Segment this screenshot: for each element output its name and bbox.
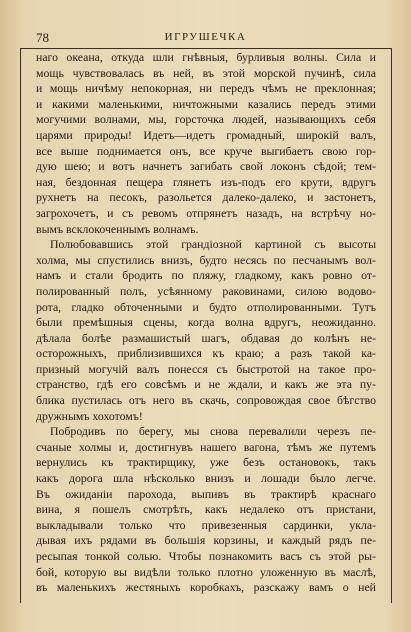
- text-line: ресыпая тонкой солью. Чтобы познакомить васъ съ этой ры-: [36, 549, 376, 563]
- text-line: дѣлала болѣе размашистый шагъ, обдавая до колѣнъ не-: [36, 330, 376, 345]
- text-line: бой, которую вы видѣли только плотно уложенную въ маслѣ,: [36, 564, 376, 579]
- text-line: наго океана, откуда шли гнѣвныя, бурливыя волны. Сила и: [36, 50, 376, 64]
- text-line: какъ дорога шла нѣсколько внизъ и лошади было легче.: [36, 471, 376, 486]
- running-title: ИГРУШЕЧКА: [164, 31, 247, 43]
- text-line: рота, гладко обточенными и будто отполированными. Тутъ: [36, 299, 376, 314]
- text-line: дую шею; и вотъ начнетъ загибать свой локонъ сѣдой; тем-: [36, 159, 376, 174]
- text-line: Въ ожиданіи парохода, выпивъ въ трактирѣ краснаго: [36, 486, 376, 501]
- text-line: дружнымъ хохотомъ!: [36, 408, 143, 423]
- text-line: выкладывали только что привезенныя сардинки, укла-: [36, 517, 376, 532]
- text-line: странство, гдѣ его совсѣмъ и не ждали, и какъ же эта пу-: [36, 377, 376, 392]
- text-line: были премѣшныя сцены, когда волна вдругъ, неожиданно.: [36, 315, 376, 330]
- text-line: все выше поднимается онъ, все круче выгибаетъ свою гор-: [36, 143, 376, 158]
- text-line: царями природы! Идетъ—идетъ громадный, широкій валъ,: [36, 127, 376, 142]
- paragraph-3: [36, 424, 376, 596]
- body-text: [36, 50, 376, 596]
- text-line: осторожныхъ, приблизившихся къ краю; а разъ такой ка-: [36, 346, 376, 361]
- text-line: загрохочетъ, и съ ревомъ отпрянетъ назадъ, на встрѣчу но-: [36, 205, 376, 220]
- text-line: вымъ всклокоченнымъ волнамъ.: [36, 221, 199, 236]
- text-line: ная, бездонная пещера глянетъ изъ-подъ его крути, вдругъ: [36, 174, 376, 189]
- text-line: намъ и стали бродить по пляжу, гладкому, какъ ровно от-: [36, 268, 376, 283]
- text-line: вина, я пошелъ смотрѣть, какъ недалеко отъ пристани,: [36, 502, 376, 517]
- text-line: холма, мы спустились внизъ, будто несясь по песчанымъ вол-: [36, 252, 376, 267]
- paragraph-1: [36, 50, 376, 237]
- text-line: рухнетъ на песокъ, разольется далеко-далеко, и застонетъ,: [36, 190, 376, 205]
- text-line: и какими маленькими, ничтожными казались передъ этими: [36, 96, 376, 111]
- text-line: дывая ихъ рядами въ большія корзины, и каждый рядъ пе-: [36, 533, 376, 548]
- text-line: блика пустилась отъ него въ скачь, сопровождая свое бѣгство: [36, 393, 376, 408]
- text-line: Побродивъ по берегу, мы снова перевалили черезъ пе-: [50, 424, 376, 439]
- paragraph-2: [36, 237, 376, 424]
- text-line: могучими волнами, мы, горсточка людей, называющихъ себя: [36, 112, 376, 127]
- page-number: 78: [36, 30, 49, 45]
- text-line: полированный полъ, усѣянному раковинами, силою водово-: [36, 283, 376, 298]
- page-header: [20, 30, 391, 49]
- text-line: призный могучій валъ понесся съ быстротой на такое про-: [36, 361, 376, 376]
- text-line: Полюбовавшись этой грандіозной картиной съ высоты: [50, 237, 376, 252]
- text-line: вернулись къ трактирщику, уже безъ остановокъ, такъ: [36, 455, 376, 470]
- text-line: счаные холмы и, достигнувъ нашего вагона, тѣмъ же путемъ: [36, 439, 376, 454]
- text-line: и мощь ничѣму непокорная, ни передъ чѣмъ не преклонная;: [36, 81, 376, 96]
- text-line: мощь чувствовалась въ ней, въ этой морской пучинѣ, сила: [36, 65, 376, 80]
- text-line: въ маленькихъ жестяныхъ коробкахъ, разскажу вамъ о ней: [36, 580, 376, 595]
